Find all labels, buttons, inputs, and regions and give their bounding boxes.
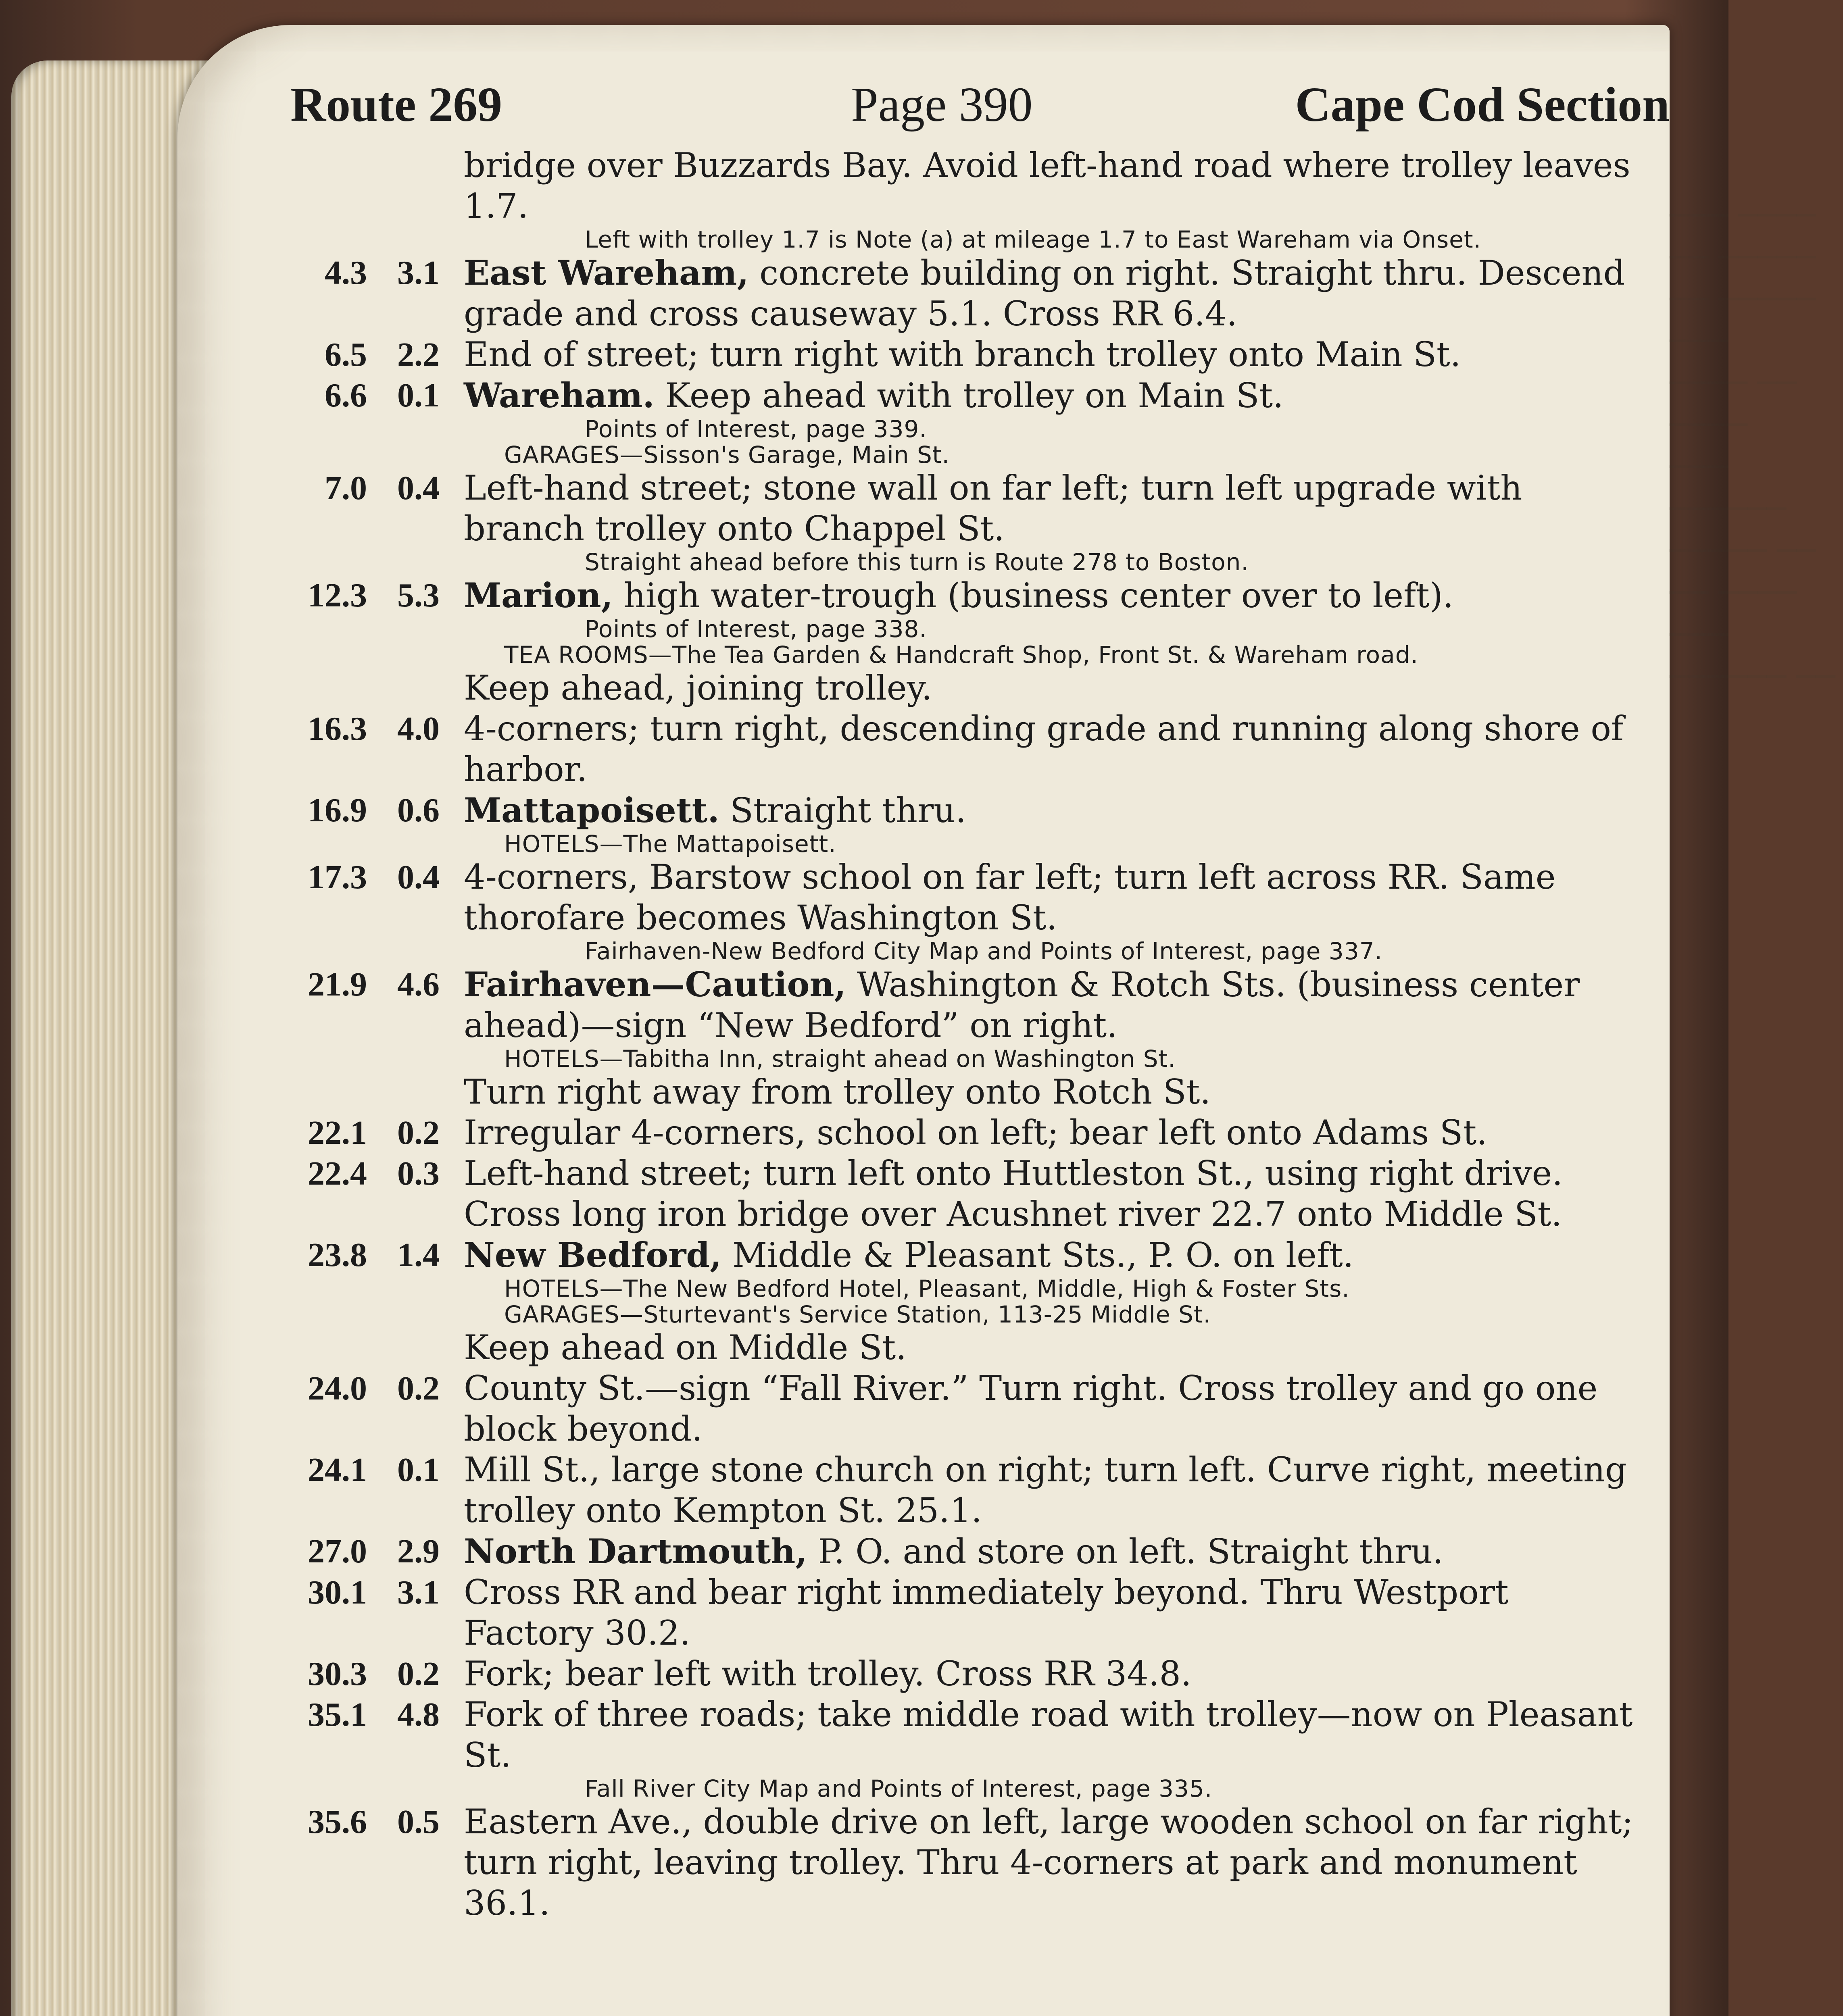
total-mileage: 6.5 bbox=[325, 336, 367, 373]
direction-text bbox=[464, 252, 1645, 334]
place-name: North Dartmouth, bbox=[464, 1531, 807, 1571]
intermediate-distance: 5.3 bbox=[397, 577, 440, 614]
intermediate-distance: 0.4 bbox=[397, 469, 440, 507]
direction-text bbox=[464, 668, 1645, 708]
intermediate-distance: 0.1 bbox=[397, 377, 440, 414]
route-entry bbox=[278, 1531, 1682, 1572]
intermediate-distance: 4.0 bbox=[397, 710, 440, 748]
entry-note: HOTELS—The New Bedford Hotel, Pleasant, Middle, High & Foster Sts. bbox=[504, 1275, 1350, 1302]
direction-instruction: Washington & Rotch Sts. (business center ahead)—sign “New Bedford” on right. bbox=[464, 965, 1580, 1045]
direction-text bbox=[464, 145, 1645, 227]
intermediate-distance: 0.5 bbox=[397, 1803, 440, 1841]
route-entry bbox=[278, 145, 1682, 252]
direction-text bbox=[464, 1153, 1645, 1235]
intermediate-distance: 2.9 bbox=[397, 1533, 440, 1570]
route-entry bbox=[278, 708, 1682, 790]
entry-line bbox=[278, 964, 1682, 1046]
route-entry bbox=[278, 468, 1682, 575]
direction-instruction: concrete building on right. Straight thru. Descend grade and cross causeway 5.1. Cross RR 6.4. bbox=[464, 253, 1625, 333]
route-entry bbox=[278, 1654, 1682, 1694]
route-entry bbox=[278, 1153, 1682, 1235]
direction-instruction: Fork; bear left with trolley. Cross RR 34.8. bbox=[464, 1654, 1192, 1693]
route-number: Route 269 bbox=[290, 77, 502, 132]
total-mileage: 21.9 bbox=[308, 966, 367, 1003]
place-name: East Wareham, bbox=[464, 253, 749, 293]
direction-text bbox=[464, 375, 1645, 416]
direction-text bbox=[464, 1654, 1645, 1694]
route-entry bbox=[278, 857, 1682, 964]
entry-line bbox=[278, 668, 1682, 708]
total-mileage: 35.6 bbox=[308, 1803, 367, 1841]
entry-line bbox=[278, 1112, 1682, 1153]
entry-note: Fall River City Map and Points of Interest, page 335. bbox=[585, 1775, 1213, 1802]
intermediate-distance: 4.6 bbox=[397, 966, 440, 1003]
route-entry bbox=[278, 252, 1682, 334]
route-entry bbox=[278, 964, 1682, 1072]
intermediate-distance: 4.8 bbox=[397, 1696, 440, 1733]
direction-text bbox=[464, 708, 1645, 790]
direction-text bbox=[464, 1531, 1645, 1572]
direction-text bbox=[464, 334, 1645, 375]
direction-text bbox=[464, 1072, 1645, 1112]
route-entry bbox=[278, 1694, 1682, 1801]
direction-instruction: Irregular 4-corners, school on left; bear left onto Adams St. bbox=[464, 1113, 1487, 1152]
bleed-through-text: ─── ──── ── ───── ── ───── ─── ──── ── ──── ─── ────── ───── ── ── ──── ─── ────── ── bbox=[1670, 196, 1835, 695]
place-name: Wareham. bbox=[464, 375, 655, 415]
entry-note: Points of Interest, page 338. bbox=[585, 615, 927, 643]
entry-line bbox=[278, 1072, 1682, 1112]
entry-note: Fairhaven-New Bedford City Map and Points of Interest, page 337. bbox=[585, 937, 1383, 965]
intermediate-distance: 0.1 bbox=[397, 1451, 440, 1489]
direction-instruction: Mill St., large stone church on right; turn left. Curve right, meeting trolley onto Kempton St. 25.1. bbox=[464, 1450, 1627, 1530]
direction-instruction: Cross RR and bear right immediately beyond. Thru Westport Factory 30.2. bbox=[464, 1572, 1509, 1653]
entry-line bbox=[278, 1801, 1682, 1924]
entry-line bbox=[278, 1450, 1682, 1531]
total-mileage: 7.0 bbox=[325, 469, 367, 507]
direction-instruction: 4-corners; turn right, descending grade and running along shore of harbor. bbox=[464, 709, 1624, 789]
entry-line bbox=[278, 1235, 1682, 1276]
intermediate-distance: 3.1 bbox=[397, 254, 440, 292]
direction-text bbox=[464, 1235, 1645, 1276]
entry-line bbox=[278, 1572, 1682, 1654]
total-mileage: 17.3 bbox=[308, 858, 367, 896]
intermediate-distance: 2.2 bbox=[397, 336, 440, 373]
total-mileage: 22.4 bbox=[308, 1155, 367, 1192]
direction-text bbox=[464, 1801, 1645, 1924]
total-mileage: 27.0 bbox=[308, 1533, 367, 1570]
intermediate-distance: 0.2 bbox=[397, 1655, 440, 1693]
entry-line bbox=[278, 857, 1682, 938]
entry-note: HOTELS—Tabitha Inn, straight ahead on Washington St. bbox=[504, 1045, 1176, 1073]
route-entry bbox=[278, 1112, 1682, 1153]
entry-line bbox=[278, 334, 1682, 375]
direction-instruction: Keep ahead, joining trolley. bbox=[464, 668, 932, 708]
total-mileage: 23.8 bbox=[308, 1236, 367, 1274]
direction-text bbox=[464, 790, 1645, 831]
route-entry bbox=[278, 1368, 1682, 1450]
entry-note: Straight ahead before this turn is Route 278 to Boston. bbox=[585, 548, 1249, 576]
direction-text bbox=[464, 468, 1645, 549]
entry-note: TEA ROOMS—The Tea Garden & Handcraft Shop, Front St. & Wareham road. bbox=[504, 641, 1418, 669]
total-mileage: 4.3 bbox=[325, 254, 367, 292]
entry-line bbox=[278, 575, 1682, 616]
entry-note: GARAGES—Sturtevant's Service Station, 113-25 Middle St. bbox=[504, 1301, 1211, 1328]
direction-text bbox=[464, 1327, 1645, 1368]
entry-note: HOTELS—The Mattapoisett. bbox=[504, 830, 836, 858]
entry-note: Points of Interest, page 339. bbox=[585, 415, 927, 443]
entry-line bbox=[278, 375, 1682, 416]
direction-instruction: Keep ahead on Middle St. bbox=[464, 1328, 907, 1367]
direction-text bbox=[464, 1112, 1645, 1153]
total-mileage: 6.6 bbox=[325, 377, 367, 414]
place-name: New Bedford, bbox=[464, 1235, 722, 1275]
place-name: Mattapoisett. bbox=[464, 790, 719, 830]
direction-instruction: P. O. and store on left. Straight thru. bbox=[818, 1532, 1443, 1571]
direction-instruction: Middle & Pleasant Sts., P. O. on left. bbox=[732, 1235, 1354, 1275]
section-title: Cape Cod Section bbox=[1295, 77, 1670, 132]
entry-note: GARAGES—Sisson's Garage, Main St. bbox=[504, 441, 950, 469]
direction-text bbox=[464, 964, 1645, 1046]
direction-instruction: Turn right away from trolley onto Rotch St. bbox=[464, 1072, 1211, 1112]
route-entry bbox=[278, 1072, 1682, 1112]
place-name: Fairhaven—Caution, bbox=[464, 964, 846, 1004]
direction-instruction: Straight thru. bbox=[730, 791, 966, 830]
total-mileage: 30.3 bbox=[308, 1655, 367, 1693]
total-mileage: 16.9 bbox=[308, 791, 367, 829]
entry-line bbox=[278, 1153, 1682, 1235]
intermediate-distance: 0.6 bbox=[397, 791, 440, 829]
entry-line bbox=[278, 252, 1682, 334]
route-entry bbox=[278, 1801, 1682, 1924]
direction-text bbox=[464, 1572, 1645, 1654]
route-entry bbox=[278, 1327, 1682, 1368]
direction-instruction: high water-trough (business center over to left). bbox=[623, 576, 1454, 615]
place-name: Marion, bbox=[464, 575, 613, 615]
intermediate-distance: 1.4 bbox=[397, 1236, 440, 1274]
route-entry bbox=[278, 1572, 1682, 1654]
direction-text bbox=[464, 575, 1645, 616]
direction-text bbox=[464, 1450, 1645, 1531]
entry-line bbox=[278, 1368, 1682, 1450]
entry-line bbox=[278, 708, 1682, 790]
total-mileage: 22.1 bbox=[308, 1114, 367, 1152]
route-entry bbox=[278, 1450, 1682, 1531]
total-mileage: 12.3 bbox=[308, 577, 367, 614]
direction-instruction: bridge over Buzzards Bay. Avoid left-hand road where trolley leaves 1.7. bbox=[464, 146, 1630, 226]
direction-text bbox=[464, 857, 1645, 938]
direction-instruction: Left-hand street; stone wall on far left; turn left upgrade with branch trolley onto Chappel St. bbox=[464, 468, 1522, 548]
route-entry bbox=[278, 668, 1682, 708]
direction-instruction: Fork of three roads; take middle road with trolley—now on Pleasant St. bbox=[464, 1695, 1633, 1775]
entry-line bbox=[278, 1694, 1682, 1776]
route-entry bbox=[278, 790, 1682, 857]
entry-line bbox=[278, 790, 1682, 831]
direction-text bbox=[464, 1694, 1645, 1776]
direction-instruction: County St.—sign “Fall River.” Turn right. Cross trolley and go one block beyond. bbox=[464, 1368, 1598, 1449]
direction-instruction: Keep ahead with trolley on Main St. bbox=[665, 376, 1284, 415]
page-number: Page 390 bbox=[851, 77, 1033, 132]
route-entry bbox=[278, 375, 1682, 468]
route-entry bbox=[278, 1235, 1682, 1327]
direction-instruction: Eastern Ave., double drive on left, large wooden school on far right; turn right, leaving trolley. Thru 4-corners at park and monument 36.1. bbox=[464, 1802, 1633, 1923]
entry-line bbox=[278, 1531, 1682, 1572]
entry-line bbox=[278, 145, 1682, 227]
total-mileage: 24.0 bbox=[308, 1370, 367, 1407]
direction-instruction: End of street; turn right with branch trolley onto Main St. bbox=[464, 335, 1461, 374]
route-entry bbox=[278, 334, 1682, 375]
direction-instruction: Left-hand street; turn left onto Huttleston St., using right drive. Cross long iron bridge over Acushnet river 22.7 onto Middle St. bbox=[464, 1154, 1563, 1234]
route-entry bbox=[278, 575, 1682, 668]
intermediate-distance: 0.4 bbox=[397, 858, 440, 896]
total-mileage: 16.3 bbox=[308, 710, 367, 748]
entry-line bbox=[278, 1654, 1682, 1694]
direction-instruction: 4-corners, Barstow school on far left; turn left across RR. Same thorofare becomes Washington St. bbox=[464, 857, 1556, 937]
direction-text bbox=[464, 1368, 1645, 1450]
total-mileage: 35.1 bbox=[308, 1696, 367, 1733]
total-mileage: 30.1 bbox=[308, 1574, 367, 1611]
total-mileage: 24.1 bbox=[308, 1451, 367, 1489]
intermediate-distance: 3.1 bbox=[397, 1574, 440, 1611]
entry-line bbox=[278, 468, 1682, 549]
intermediate-distance: 0.2 bbox=[397, 1370, 440, 1407]
intermediate-distance: 0.3 bbox=[397, 1155, 440, 1192]
page-header bbox=[290, 77, 1670, 137]
entry-note: Left with trolley 1.7 is Note (a) at mileage 1.7 to East Wareham via Onset. bbox=[585, 226, 1482, 253]
route-entries bbox=[278, 145, 1682, 1924]
entry-line bbox=[278, 1327, 1682, 1368]
intermediate-distance: 0.2 bbox=[397, 1114, 440, 1152]
